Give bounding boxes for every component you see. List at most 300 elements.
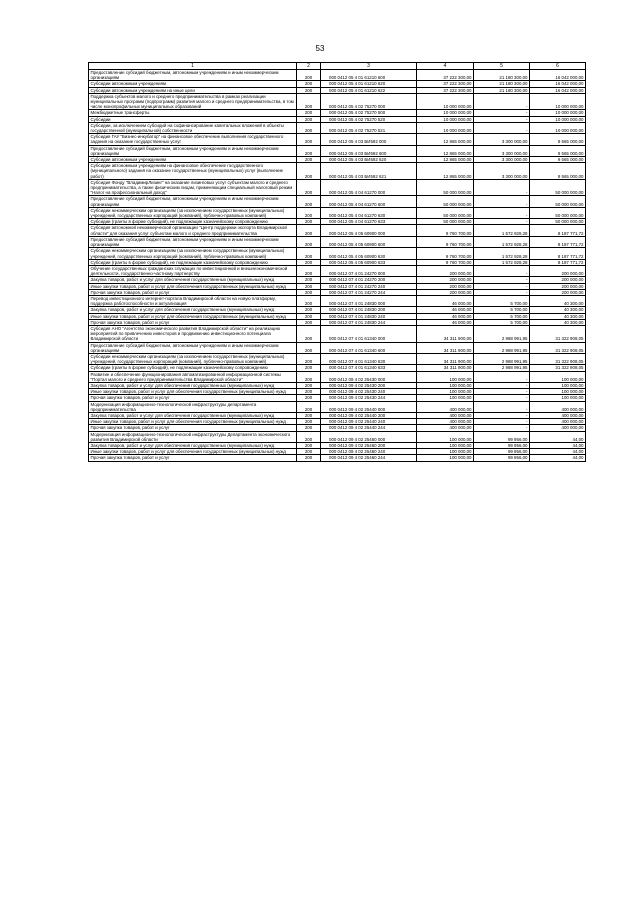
row-executed-amount: -: [474, 419, 530, 425]
row-unexecuted-amount: 9 565 000,00: [530, 157, 586, 163]
row-budget-code: 000 0412 05 4 02 75270 000: [321, 93, 417, 110]
row-budget-code: 000 0412 05 4 01 61210 620: [321, 81, 417, 87]
row-executed-amount: -: [474, 265, 530, 276]
row-budget-code: 000 0412 07 4 01 61340 633: [321, 365, 417, 371]
row-unexecuted-amount: 8 187 771,72: [530, 259, 586, 265]
row-executed-amount: 3 300 000,00: [474, 157, 530, 163]
header-cell: 2: [297, 63, 321, 70]
row-description: Предоставление субсидий бюджетным, автономным учреждениям и иным некоммерческим организациям: [89, 342, 297, 353]
row-description: Субсидии автономным учреждениям: [89, 81, 297, 87]
row-budget-code: 000 0412 09 4 02 25430 000: [321, 371, 417, 382]
row-unexecuted-amount: 16 042 000,00: [530, 70, 586, 81]
table-row: [89, 122, 586, 133]
row-line-code: 200: [297, 236, 321, 247]
row-approved-amount: 100 000,00: [417, 449, 474, 455]
row-unexecuted-amount: 31 322 908,05: [530, 325, 586, 342]
table-row: [89, 196, 586, 207]
row-budget-code: 000 0412 07 4 01 24830 244: [321, 319, 417, 325]
table-row: [89, 225, 586, 236]
page-bottom-margin: [0, 850, 640, 905]
row-executed-amount: -: [474, 277, 530, 283]
table-row: [89, 157, 586, 163]
table-row: [89, 93, 586, 110]
row-approved-amount: 100 000,00: [417, 371, 474, 382]
row-description: Модернизация информационно-технологической инфраструктуры Департамента экономического развития Владимирской области: [89, 431, 297, 442]
row-description: Поддержка субъектов малого и среднего предпринимательства в рамках реализации муниципальных программ (подпрограмм) развития малого и среднего предпринимательства, в том числе монопрофильных муниципальных образований: [89, 93, 297, 110]
row-approved-amount: 46 000,00: [417, 313, 474, 319]
row-executed-amount: 5 700,00: [474, 295, 530, 306]
row-description: Субсидия Фонду "ВладимирЛизинг" на оказание лизинговых услуг субъектам малого и среднего предпринимательства, а также физическим лицам, применяющим специальный налоговый режим "Налог на профессиональный доход": [89, 179, 297, 196]
row-line-code: 200: [297, 116, 321, 122]
page-number: 53: [315, 44, 325, 53]
row-approved-amount: 100 000,00: [417, 455, 474, 461]
row-budget-code: 000 0412 05 4 01 61210 622: [321, 87, 417, 93]
row-unexecuted-amount: 400 000,00: [530, 401, 586, 412]
row-executed-amount: -: [474, 283, 530, 289]
row-description: Субсидии (гранты в форме субсидий), не подлежащие казначейскому сопровождению: [89, 365, 297, 371]
row-line-code: 200: [297, 325, 321, 342]
row-budget-code: 000 0412 09 4 02 25460 200: [321, 443, 417, 449]
row-approved-amount: 50 000 000,00: [417, 179, 474, 196]
row-line-code: 200: [297, 219, 321, 225]
header-cell: 3: [321, 63, 417, 70]
row-approved-amount: 200 000,00: [417, 289, 474, 295]
row-unexecuted-amount: 100 000,00: [530, 382, 586, 388]
row-executed-amount: -: [474, 371, 530, 382]
row-description: Закупка товаров, работ и услуг для обеспечения государственных (муниципальных) нужд: [89, 307, 297, 313]
row-budget-code: 000 0412 07 4 01 24830 200: [321, 307, 417, 313]
row-description: Субсидии (гранты в форме субсидий), не подлежащие казначейскому сопровождению: [89, 219, 297, 225]
row-unexecuted-amount: 9 565 000,00: [530, 134, 586, 145]
row-approved-amount: 100 000,00: [417, 443, 474, 449]
row-approved-amount: 9 760 700,00: [417, 236, 474, 247]
row-budget-code: 000 0412 05 4 03 БИ592 600: [321, 145, 417, 156]
row-approved-amount: 200 000,00: [417, 283, 474, 289]
row-executed-amount: -: [474, 179, 530, 196]
row-line-code: 200: [297, 259, 321, 265]
row-unexecuted-amount: 40 300,00: [530, 313, 586, 319]
row-description: Иные закупки товаров, работ и услуг для обеспечения государственных (муниципальных) нужд: [89, 313, 297, 319]
row-executed-amount: -: [474, 110, 530, 116]
row-budget-code: 000 0412 09 4 02 25430 240: [321, 389, 417, 395]
table-row: [89, 325, 586, 342]
row-description: Субсидия АНО "Агентство экономического развития Владимирской области" на реализацию мероприятий по привлечению инвесторов и продвижению инвестиционного потенциала Владимирской области: [89, 325, 297, 342]
row-executed-amount: 1 572 928,28: [474, 248, 530, 259]
row-budget-code: 000 0412 05 4 05 60900 000: [321, 225, 417, 236]
row-description: Иные закупки товаров, работ и услуг для обеспечения государственных (муниципальных) нужд: [89, 389, 297, 395]
row-description: Прочая закупка товаров, работ и услуг: [89, 425, 297, 431]
row-line-code: 200: [297, 395, 321, 401]
row-executed-amount: 3 300 000,00: [474, 145, 530, 156]
row-approved-amount: 10 000 000,00: [417, 122, 474, 133]
row-description: Закупка товаров, работ и услуг для обеспечения государственных (муниципальных) нужд: [89, 277, 297, 283]
row-description: Закупка товаров, работ и услуг для обеспечения государственных (муниципальных) нужд: [89, 412, 297, 418]
row-budget-code: 000 0412 07 4 01 24830 240: [321, 313, 417, 319]
row-executed-amount: 2 988 991,95: [474, 365, 530, 371]
row-line-code: 200: [297, 134, 321, 145]
row-executed-amount: 21 180 300,00: [474, 87, 530, 93]
row-description: Межбюджетные трансферты: [89, 110, 297, 116]
table-row: [89, 401, 586, 412]
table-row: [89, 145, 586, 156]
row-executed-amount: -: [474, 412, 530, 418]
budget-table: [88, 62, 586, 462]
row-description: Обучение государственных гражданских служащих по инвестиционной и внешнеэкономической деятельности, государственно-частному партнерству: [89, 265, 297, 276]
row-unexecuted-amount: 10 000 000,00: [530, 110, 586, 116]
row-executed-amount: 2 988 991,95: [474, 325, 530, 342]
row-line-code: 200: [297, 365, 321, 371]
row-approved-amount: 400 000,00: [417, 401, 474, 412]
table-header-row: [89, 63, 586, 70]
row-executed-amount: 1 572 928,28: [474, 225, 530, 236]
row-line-code: 200: [297, 157, 321, 163]
row-line-code: 200: [297, 307, 321, 313]
row-executed-amount: -: [474, 289, 530, 295]
row-executed-amount: -: [474, 122, 530, 133]
row-approved-amount: 46 000,00: [417, 295, 474, 306]
row-description: Предоставление субсидий бюджетным, автономным учреждениям и иным некоммерческим организациям: [89, 70, 297, 81]
table-row: [89, 134, 586, 145]
row-unexecuted-amount: 200 000,00: [530, 283, 586, 289]
header-cell: 4: [417, 63, 474, 70]
row-executed-amount: -: [474, 93, 530, 110]
row-unexecuted-amount: 50 000 000,00: [530, 196, 586, 207]
row-budget-code: 000 0412 05 4 04 61270 630: [321, 207, 417, 218]
row-executed-amount: 1 572 928,28: [474, 259, 530, 265]
row-approved-amount: 46 000,00: [417, 307, 474, 313]
row-budget-code: 000 0412 09 4 02 25460 240: [321, 449, 417, 455]
row-budget-code: 000 0412 09 4 02 25440 240: [321, 419, 417, 425]
row-budget-code: 000 0412 05 4 02 75270 521: [321, 122, 417, 133]
row-unexecuted-amount: 31 322 908,05: [530, 365, 586, 371]
row-budget-code: 000 0412 05 4 02 75270 520: [321, 116, 417, 122]
row-executed-amount: 3 300 000,00: [474, 134, 530, 145]
row-description: Предоставление субсидий бюджетным, автономным учреждениям и иным некоммерческим организациям: [89, 236, 297, 247]
row-budget-code: 000 0412 05 4 04 61270 000: [321, 179, 417, 196]
row-unexecuted-amount: 10 000 000,00: [530, 93, 586, 110]
row-line-code: 200: [297, 277, 321, 283]
row-approved-amount: 400 000,00: [417, 425, 474, 431]
row-executed-amount: 99 956,00: [474, 443, 530, 449]
row-line-code: 200: [297, 248, 321, 259]
row-budget-code: 000 0412 09 4 02 25460 244: [321, 455, 417, 461]
row-description: Перевод инвестиционного интернет-портала Владимирской области на новую платформу, поддержка работоспособности и актуализация: [89, 295, 297, 306]
row-unexecuted-amount: 10 000 000,00: [530, 122, 586, 133]
row-approved-amount: 50 000 000,00: [417, 207, 474, 218]
row-unexecuted-amount: 100 000,00: [530, 371, 586, 382]
row-budget-code: 000 0412 05 4 03 БИ592 621: [321, 163, 417, 180]
row-approved-amount: 10 000 000,00: [417, 93, 474, 110]
row-unexecuted-amount: 40 300,00: [530, 307, 586, 313]
row-approved-amount: 37 222 300,00: [417, 87, 474, 93]
row-approved-amount: 100 000,00: [417, 395, 474, 401]
row-description: Субсидии автономным учреждениям на иные цели: [89, 87, 297, 93]
row-line-code: 200: [297, 283, 321, 289]
row-line-code: 200: [297, 87, 321, 93]
table-row: [89, 371, 586, 382]
row-executed-amount: -: [474, 207, 530, 218]
row-unexecuted-amount: 400 000,00: [530, 412, 586, 418]
header-cell: 5: [474, 63, 530, 70]
row-description: Субсидии некоммерческим организациям (за исключением государственных (муниципальных) учреждений, государственных корпораций (компаний), публично-правовых компаний): [89, 353, 297, 364]
budget-table-body: [89, 63, 586, 462]
row-budget-code: 000 0412 07 4 01 24270 000: [321, 265, 417, 276]
row-description: Субсидии автономным учреждениям: [89, 157, 297, 163]
row-budget-code: 000 0412 05 4 04 61270 633: [321, 219, 417, 225]
row-budget-code: 000 0412 09 4 02 25430 244: [321, 395, 417, 401]
row-description: Иные закупки товаров, работ и услуг для обеспечения государственных (муниципальных) нужд: [89, 419, 297, 425]
row-line-code: 200: [297, 319, 321, 325]
row-unexecuted-amount: 16 042 000,00: [530, 81, 586, 87]
row-approved-amount: 9 760 700,00: [417, 248, 474, 259]
row-description: Предоставление субсидий бюджетным, автономным учреждениям и иным некоммерческим организациям: [89, 196, 297, 207]
row-approved-amount: 50 000 000,00: [417, 219, 474, 225]
row-budget-code: 000 0412 09 4 02 25440 244: [321, 425, 417, 431]
row-approved-amount: 34 311 900,00: [417, 342, 474, 353]
table-row: [89, 307, 586, 313]
row-line-code: 200: [297, 371, 321, 382]
row-unexecuted-amount: 16 042 000,00: [530, 87, 586, 93]
row-budget-code: 000 0412 05 4 05 60900 630: [321, 248, 417, 259]
row-approved-amount: 400 000,00: [417, 419, 474, 425]
table-row: [89, 163, 586, 180]
row-description: Прочая закупка товаров, работ и услуг: [89, 395, 297, 401]
row-line-code: 200: [297, 412, 321, 418]
table-row: [89, 87, 586, 93]
row-executed-amount: -: [474, 425, 530, 431]
row-description: Закупка товаров, работ и услуг для обеспечения государственных (муниципальных) нужд: [89, 443, 297, 449]
table-row: [89, 319, 586, 325]
row-line-code: 200: [297, 163, 321, 180]
row-line-code: 200: [297, 455, 321, 461]
row-unexecuted-amount: 44,00: [530, 449, 586, 455]
row-budget-code: 000 0412 07 4 01 24830 000: [321, 295, 417, 306]
row-approved-amount: 400 000,00: [417, 412, 474, 418]
row-approved-amount: 12 865 000,00: [417, 134, 474, 145]
table-row: [89, 443, 586, 449]
row-budget-code: 000 0412 07 4 01 24270 240: [321, 283, 417, 289]
row-unexecuted-amount: 44,00: [530, 431, 586, 442]
row-unexecuted-amount: 100 000,00: [530, 389, 586, 395]
row-description: Прочая закупка товаров, работ и услуг: [89, 289, 297, 295]
row-description: Предоставление субсидий бюджетным, автономным учреждениям и иным некоммерческим организациям: [89, 145, 297, 156]
header-cell: 6: [530, 63, 586, 70]
row-description: Субсидии автономным учреждениям на финансовое обеспечение государственного (муниципального) задания на оказание государственных (муниципальных) услуг (выполнение работ): [89, 163, 297, 180]
row-line-code: 200: [297, 93, 321, 110]
row-unexecuted-amount: 50 000 000,00: [530, 219, 586, 225]
row-executed-amount: 21 180 300,00: [474, 81, 530, 87]
row-unexecuted-amount: 8 187 771,72: [530, 248, 586, 259]
row-executed-amount: -: [474, 389, 530, 395]
row-line-code: 200: [297, 295, 321, 306]
table-row: [89, 342, 586, 353]
row-executed-amount: 5 700,00: [474, 307, 530, 313]
row-line-code: 200: [297, 443, 321, 449]
row-description: Закупка товаров, работ и услуг для обеспечения государственных (муниципальных) нужд: [89, 382, 297, 388]
row-unexecuted-amount: 8 187 771,72: [530, 225, 586, 236]
row-executed-amount: 21 180 300,00: [474, 70, 530, 81]
row-unexecuted-amount: 10 000 000,00: [530, 116, 586, 122]
row-budget-code: 000 0412 07 4 01 61340 600: [321, 342, 417, 353]
row-line-code: 200: [297, 207, 321, 218]
row-executed-amount: -: [474, 219, 530, 225]
table-row: [89, 81, 586, 87]
row-description: Субсидия автономной некоммерческой организации "Центр поддержки экспорта Владимирской области" для оказания услуг субъектам малого и среднего предпринимательства: [89, 225, 297, 236]
row-approved-amount: 34 311 900,00: [417, 353, 474, 364]
row-description: Субсидии (гранты в форме субсидий), не подлежащие казначейскому сопровождению: [89, 259, 297, 265]
table-row: [89, 207, 586, 218]
row-unexecuted-amount: 44,00: [530, 443, 586, 449]
row-description: Прочая закупка товаров, работ и услуг: [89, 455, 297, 461]
row-approved-amount: 37 222 300,00: [417, 81, 474, 87]
row-budget-code: 000 0412 09 4 02 25430 200: [321, 382, 417, 388]
row-budget-code: 000 0412 09 4 02 25440 200: [321, 412, 417, 418]
row-unexecuted-amount: 8 187 771,72: [530, 236, 586, 247]
table-row: [89, 248, 586, 259]
row-budget-code: 000 0412 07 4 01 24270 244: [321, 289, 417, 295]
table-row: [89, 313, 586, 319]
table-row: [89, 449, 586, 455]
row-approved-amount: 37 222 300,00: [417, 70, 474, 81]
table-row: [89, 455, 586, 461]
row-executed-amount: 5 700,00: [474, 313, 530, 319]
table-row: [89, 70, 586, 81]
row-approved-amount: 10 000 000,00: [417, 110, 474, 116]
row-line-code: 200: [297, 70, 321, 81]
row-budget-code: 000 0412 09 4 02 25460 000: [321, 431, 417, 442]
table-row: [89, 365, 586, 371]
row-executed-amount: 99 956,00: [474, 449, 530, 455]
row-budget-code: 000 0412 07 4 01 24270 200: [321, 277, 417, 283]
row-line-code: 200: [297, 382, 321, 388]
row-description: Субсидии: [89, 116, 297, 122]
row-unexecuted-amount: 400 000,00: [530, 425, 586, 431]
row-line-code: 200: [297, 425, 321, 431]
row-unexecuted-amount: 9 565 000,00: [530, 145, 586, 156]
row-unexecuted-amount: 100 000,00: [530, 395, 586, 401]
row-executed-amount: 5 700,00: [474, 319, 530, 325]
row-approved-amount: 12 865 000,00: [417, 157, 474, 163]
row-description: Прочая закупка товаров, работ и услуг: [89, 319, 297, 325]
row-unexecuted-amount: 40 300,00: [530, 319, 586, 325]
row-line-code: 200: [297, 122, 321, 133]
row-line-code: 200: [297, 419, 321, 425]
row-executed-amount: -: [474, 116, 530, 122]
row-description: Субсидии некоммерческим организациям (за исключением государственных (муниципальных) учреждений, государственных корпораций (компаний), публично-правовых компаний): [89, 248, 297, 259]
row-budget-code: 000 0412 05 4 04 61270 600: [321, 196, 417, 207]
row-line-code: 200: [297, 110, 321, 116]
row-approved-amount: 34 311 900,00: [417, 325, 474, 342]
table-row: [89, 431, 586, 442]
table-row: [89, 353, 586, 364]
row-budget-code: 000 0412 05 4 02 75270 500: [321, 110, 417, 116]
row-line-code: 200: [297, 265, 321, 276]
row-unexecuted-amount: 44,00: [530, 455, 586, 461]
row-budget-code: 000 0412 07 4 01 61340 000: [321, 325, 417, 342]
row-line-code: 200: [297, 81, 321, 87]
row-line-code: 200: [297, 225, 321, 236]
row-unexecuted-amount: 400 000,00: [530, 419, 586, 425]
row-line-code: 200: [297, 389, 321, 395]
row-approved-amount: 12 865 000,00: [417, 163, 474, 180]
row-approved-amount: 10 000 000,00: [417, 116, 474, 122]
row-approved-amount: 200 000,00: [417, 265, 474, 276]
row-executed-amount: 2 988 991,95: [474, 342, 530, 353]
row-approved-amount: 200 000,00: [417, 277, 474, 283]
row-description: Субсидия ГАУ "Бизнес-инкубатор" на финансовое обеспечение выполнения государственного задания на оказание государственных услуг: [89, 134, 297, 145]
row-approved-amount: 34 311 900,00: [417, 365, 474, 371]
row-executed-amount: -: [474, 395, 530, 401]
row-line-code: 200: [297, 313, 321, 319]
row-approved-amount: 100 000,00: [417, 382, 474, 388]
row-line-code: 200: [297, 401, 321, 412]
row-unexecuted-amount: 200 000,00: [530, 265, 586, 276]
row-description: Развитие и обеспечение функционирования автоматизированной информационной системы "Портал малого и среднего предпринимательства Владимирской области": [89, 371, 297, 382]
row-budget-code: 000 0412 05 4 05 60900 633: [321, 259, 417, 265]
row-line-code: 200: [297, 449, 321, 455]
row-executed-amount: 2 988 991,95: [474, 353, 530, 364]
row-executed-amount: 1 572 928,28: [474, 236, 530, 247]
row-executed-amount: -: [474, 401, 530, 412]
table-row: [89, 236, 586, 247]
row-unexecuted-amount: 31 322 908,05: [530, 353, 586, 364]
row-line-code: 200: [297, 145, 321, 156]
row-unexecuted-amount: 200 000,00: [530, 289, 586, 295]
row-unexecuted-amount: 200 000,00: [530, 277, 586, 283]
row-description: Иные закупки товаров, работ и услуг для обеспечения государственных (муниципальных) нужд: [89, 449, 297, 455]
row-executed-amount: 99 956,00: [474, 431, 530, 442]
row-unexecuted-amount: 9 565 000,00: [530, 163, 586, 180]
row-description: Иные закупки товаров, работ и услуг для обеспечения государственных (муниципальных) нужд: [89, 283, 297, 289]
row-approved-amount: 100 000,00: [417, 431, 474, 442]
table-row: [89, 179, 586, 196]
row-budget-code: 000 0412 05 4 03 БИ592 000: [321, 134, 417, 145]
row-line-code: 200: [297, 179, 321, 196]
row-description: Субсидии, за исключением субсидий на софинансирование капитальных вложений в объекты государственной (муниципальной) собственности: [89, 122, 297, 133]
row-executed-amount: 3 300 000,00: [474, 163, 530, 180]
table-row: [89, 265, 586, 276]
row-line-code: 200: [297, 289, 321, 295]
row-approved-amount: 9 760 700,00: [417, 225, 474, 236]
row-budget-code: 000 0412 09 4 02 25440 000: [321, 401, 417, 412]
row-line-code: 200: [297, 353, 321, 364]
row-unexecuted-amount: 50 000 000,00: [530, 207, 586, 218]
row-unexecuted-amount: 31 322 908,05: [530, 342, 586, 353]
row-executed-amount: 99 956,00: [474, 455, 530, 461]
row-budget-code: 000 0412 05 4 03 БИ592 620: [321, 157, 417, 163]
row-budget-code: 000 0412 05 4 01 61210 600: [321, 70, 417, 81]
row-executed-amount: -: [474, 196, 530, 207]
row-approved-amount: 46 000,00: [417, 319, 474, 325]
row-approved-amount: 100 000,00: [417, 389, 474, 395]
row-approved-amount: 50 000 000,00: [417, 196, 474, 207]
table-row: [89, 295, 586, 306]
header-cell: 1: [89, 63, 297, 70]
row-line-code: 200: [297, 342, 321, 353]
row-approved-amount: 12 865 000,00: [417, 145, 474, 156]
row-unexecuted-amount: 50 000 000,00: [530, 179, 586, 196]
row-line-code: 200: [297, 196, 321, 207]
table-row: [89, 259, 586, 265]
row-line-code: 200: [297, 431, 321, 442]
row-description: Модернизация информационно-технологической инфраструктуры департамента предпринимательства: [89, 401, 297, 412]
row-budget-code: 000 0412 07 4 01 61340 630: [321, 353, 417, 364]
row-approved-amount: 9 760 700,00: [417, 259, 474, 265]
row-budget-code: 000 0412 05 4 05 60900 600: [321, 236, 417, 247]
row-executed-amount: -: [474, 382, 530, 388]
row-unexecuted-amount: 40 300,00: [530, 295, 586, 306]
row-description: Субсидии некоммерческим организациям (за исключением государственных (муниципальных) учреждений, государственных корпораций (компаний), публично-правовых компаний): [89, 207, 297, 218]
